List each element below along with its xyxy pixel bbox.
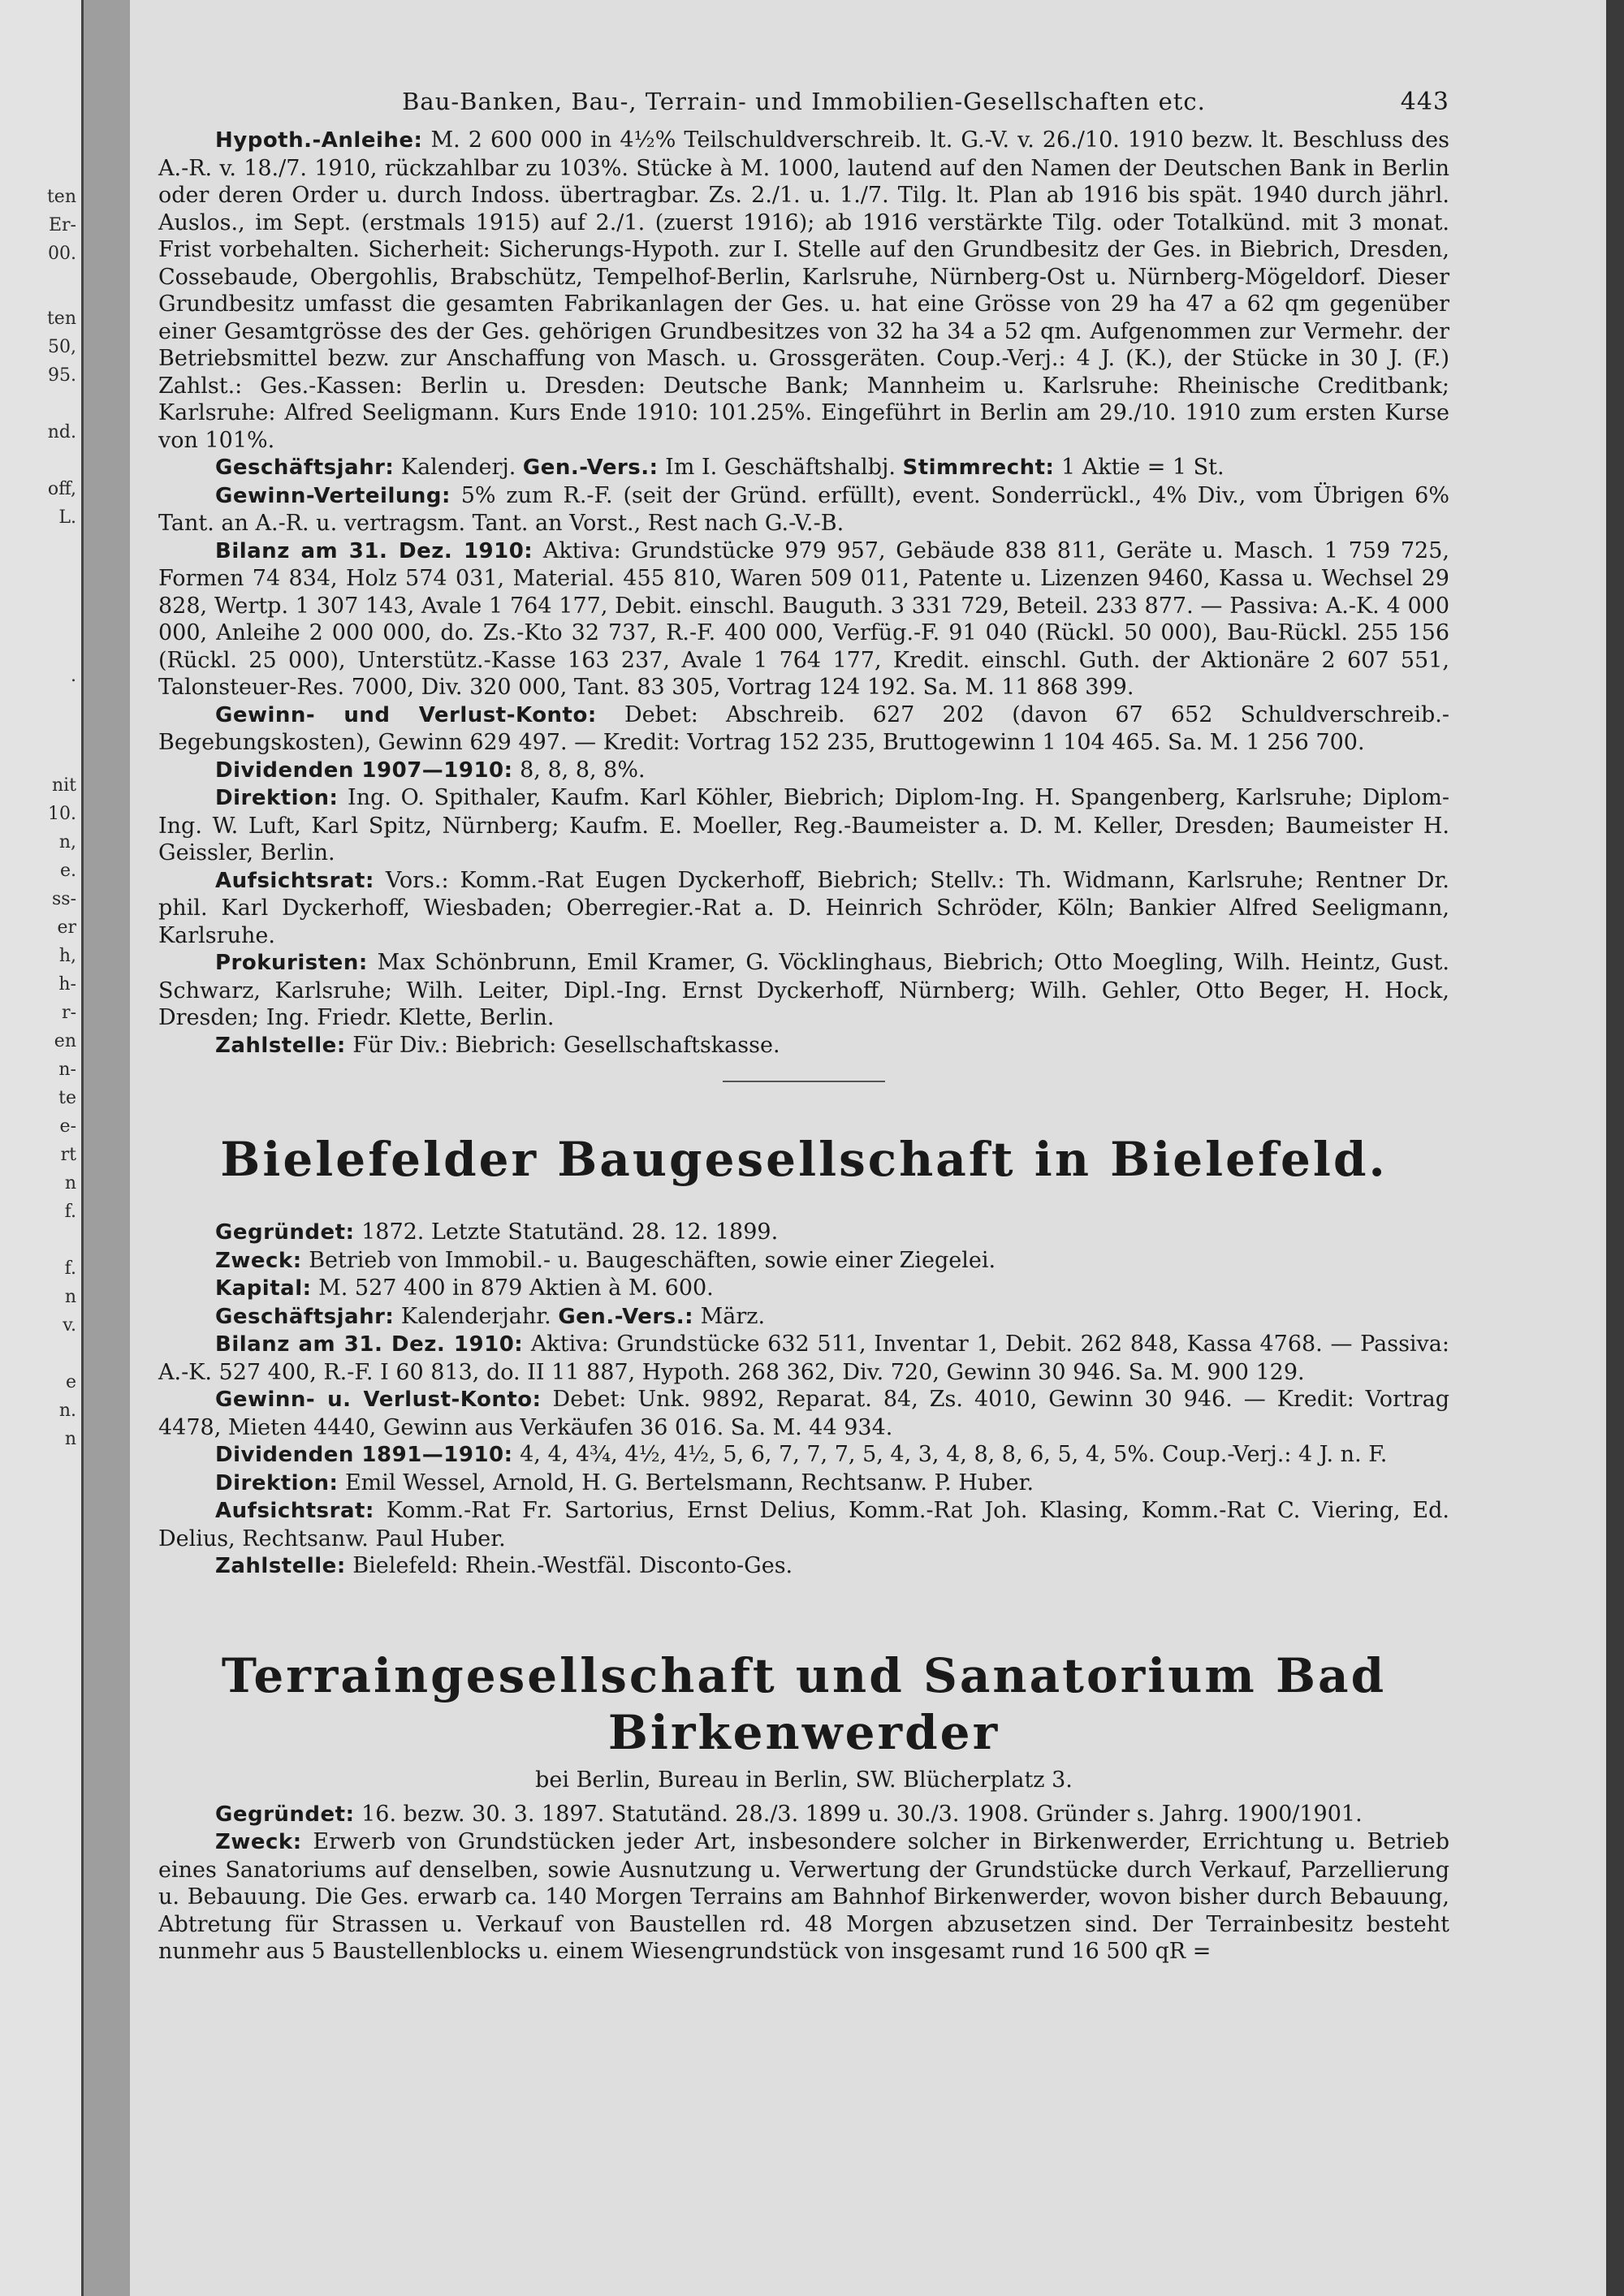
entry-paragraph [158,1441,1449,1470]
entry-label: Bilanz am 31. Dez. 1910: [215,538,533,563]
entry-text: Betrieb von Immobil.- u. Baugeschäften, sowie einer Ziegelei. [301,1247,996,1273]
entry-text: Erwerb von Grundstücken jeder Art, insbesondere solcher in Birkenwerder, Errichtung u. Betrieb eines Sanatoriums auf denselben, sowie Ausnutzung u. Verwertung der Grundstücke durch Verkauf, Parzellierung u. Bebauung. Die Ges. erwarb ca. 140 Morgen Terrains am Bahnhof Birkenwerder, wovon bisher durch Bebauung, Abtretung für Strassen u. Verkauf von Baustellen rd. 48 Morgen abzusetzen sind. Der Terrainbesitz besteht nunmehr aus 5 Baustellenblocks u. einem Wiesengrundstück von insgesamt rund 16 500 qR = [158,1829,1449,1964]
left-page-fragment: te [58,1088,76,1108]
entry-text: Aktiva: Grundstücke 979 957, Gebäude 838 811, Geräte u. Masch. 1 759 725, Formen 74 834, Holz 574 031, Material. 455 810, Waren 509 011, Patente u. Lizenzen 9460, Kassa u. Wechsel 29 828, Wertp. 1 307 143, Avale 1 764 177, Debit. einschl. Bauguth. 3 331 729, Beteil. 233 877. — Passiva: A.-K. 4 000 000, Anleihe 2 000 000, do. Zs.-Kto 32 737, R.-F. 400 000, Verfüg.-F. 91 040 (Rückl. 50 000), Bau-Rückl. 255 156 (Rückl. 25 000), Unterstütz.-Kasse 163 237, Avale 1 764 177, Kredit. einschl. Guth. der Aktionäre 2 607 551, Talonsteuer-Res. 7000, Div. 320 000, Tant. 83 305, Vortrag 124 192. Sa. M. 11 868 399. [158,537,1449,700]
entry-paragraph [158,867,1449,950]
left-page-fragment: off, [47,479,76,499]
entry-label: Geschäftsjahr: [215,1304,395,1329]
left-page-fragment: ten [46,309,76,329]
section-continued-entry [158,127,1449,1060]
entry-text: 1 Aktie = 1 St. [1054,455,1224,480]
entry-label: Zweck: [215,1248,302,1273]
page-number: 443 [1400,88,1449,116]
entry-text: 16. bezw. 30. 3. 1897. Statutänd. 28./3. 1899 u. 30./3. 1908. Gründer s. Jahrg. 1900/1901. [354,1801,1363,1827]
entry-text: Aktiva: Grundstücke 632 511, Inventar 1, Debit. 262 848, Kassa 4768. — Passiva: A.-K. 527 400, R.-F. I 60 813, do. II 11 887, Hypoth. 268 362, Div. 720, Gewinn 30 946. Sa. M. 900 129. [158,1331,1450,1385]
left-page-fragment: n [64,1287,76,1307]
entry-paragraph [158,537,1449,701]
left-page-fragment: e [65,1372,76,1392]
entry-text: Ing. O. Spithaler, Kaufm. Karl Köhler, Biebrich; Diplom-Ing. H. Spangenberg, Karlsruhe; Diplom-Ing. W. Luft, Karl Spitz, Nürnberg; Kaufm. E. Moeller, Reg.-Baumeister a. D. M. Keller, Dresden; Baumeister H. Geissler, Berlin. [158,785,1449,865]
entry-text: Komm.-Rat Fr. Sartorius, Ernst Delius, Komm.-Rat Joh. Klasing, Komm.-Rat C. Viering, Ed. Delius, Rechtsanw. Paul Huber. [158,1498,1449,1552]
entry-text: Bielefeld: Rhein.-Westfäl. Disconto-Ges. [345,1553,793,1578]
left-page-fragment: f. [64,1258,76,1279]
entry-label: Gegründet: [215,1220,355,1245]
entry-label: Gegründet: [215,1802,355,1827]
entry-paragraph [158,1470,1449,1498]
entry-text: März. [693,1303,766,1329]
entry-paragraph [158,1386,1449,1441]
entry-text: Kalenderj. [394,455,523,480]
entry-label: Gewinn- u. Verlust-Konto: [215,1388,542,1412]
entry-label: Prokuristen: [215,951,368,975]
entry-label: Zahlstelle: [215,1033,346,1058]
entry-paragraph [158,1303,1449,1331]
left-page-fragment: h, [58,946,76,966]
entry-label: Kapital: [215,1276,312,1301]
entry-text: 5% zum R.-F. (seit der Gründ. erfüllt), event. Sonderrückl., 4% Div., vom Übrigen 6% Tant. an A.-R. u. vertragsm. Tant. an Vorst., Rest nach G.-V.-B. [158,482,1449,536]
section-birkenwerder [158,1801,1449,1966]
right-page-edge [1606,0,1624,2296]
entry-paragraph [158,784,1449,867]
left-page-fragment: 50, [48,337,76,357]
left-page-fragment: rt [60,1145,76,1165]
entry-label: Gen.-Vers.: [522,455,659,480]
entry-label: Zweck: [215,1830,302,1854]
running-head [158,81,1449,122]
entry-paragraph [158,701,1449,757]
entry-paragraph [158,1331,1449,1386]
left-page-fragment: . [71,666,76,686]
left-page-fragment: 95. [48,365,76,386]
entry-label: Bilanz am 31. Dez. 1910: [215,1332,524,1357]
entry-label: Gewinn-Verteilung: [215,483,451,508]
left-page-fragment: en [54,1031,76,1051]
left-page-fragment: 00. [48,244,76,264]
left-page-fragment: n [64,1173,76,1193]
company-subtitle: bei Berlin, Bureau in Berlin, SW. Blücherplatz 3. [535,1767,1073,1793]
entry-label: Dividenden 1907—1910: [215,757,513,783]
entry-paragraph [158,1247,1449,1275]
entry-paragraph [158,1552,1449,1581]
entry-label: Geschäftsjahr: [215,455,395,480]
entry-label: Aufsichtsrat: [215,1499,374,1523]
left-page-fragment: er [57,917,76,938]
left-page-fragment: r- [62,1003,76,1023]
left-page-fragment: n, [58,832,76,852]
left-page-fragment: f. [64,1202,76,1222]
left-page-edge [0,0,84,2296]
entry-text: Kalenderjahr. [394,1303,559,1329]
left-page-fragment: ten [46,187,76,207]
entry-text: Debet: Abschreib. 627 202 (davon 67 652 Schuldverschreib.-Begebungskosten), Gewinn 629 497. — Kredit: Vortrag 152 235, Bruttogewinn 1 104 465. Sa. M. 1 256 700. [158,701,1449,755]
company-title: Bielefelder Baugesellschaft in Bielefeld. [220,1132,1388,1187]
entry-label: Direktion: [215,1470,339,1495]
entry-text: 1872. Letzte Statutänd. 28. 12. 1899. [354,1219,779,1245]
entry-text: Vors.: Komm.-Rat Eugen Dyckerhoff, Biebrich; Stellv.: Th. Widmann, Karlsruhe; Rentner Dr. phil. Karl Dyckerhoff, Wiesbaden; Oberregier.-Rat a. D. Heinrich Schröder, Köln; Bankier Alfred Seeligmann, Karlsruhe. [158,867,1449,948]
entry-paragraph [158,454,1449,482]
left-page-fragment: n. [58,1400,76,1421]
entry-paragraph [158,1275,1449,1303]
section-bielefelder [158,1219,1449,1581]
entry-label: Hypoth.-Anleihe: [215,128,423,153]
entry-text: Emil Wessel, Arnold, H. G. Bertelsmann, Rechtsanw. P. Huber. [338,1470,1034,1495]
entry-text: Für Div.: Biebrich: Gesellschaftskasse. [345,1032,780,1058]
entry-text: Max Schönbrunn, Emil Kramer, G. Vöcklinghaus, Biebrich; Otto Moegling, Wilh. Heintz, Gust. Schwarz, Karlsruhe; Wilh. Leiter, Dipl.-Ing. Ernst Dyckerhoff, Nürnberg; Wilh. Gehler, Otto Beger, H. Hock, Dresden; Ing. Friedr. Klette, Berlin. [158,950,1449,1030]
entry-text: M. 527 400 in 879 Aktien à M. 600. [311,1275,714,1301]
book-gutter [84,0,132,2296]
section-divider [723,1081,885,1082]
left-page-fragment: n- [58,1060,76,1080]
left-page-fragment: n [64,1429,76,1449]
left-page-fragment: 10. [48,804,76,824]
left-page-fragment: e- [59,1116,76,1137]
left-page-fragment: Er- [48,215,76,235]
left-page-fragment: h- [58,974,76,995]
left-page-fragment: L. [58,507,76,528]
entry-paragraph [158,1801,1449,1829]
entry-label: Aufsichtsrat: [215,868,374,893]
entry-paragraph [158,127,1449,454]
company-title: Terraingesellschaft und Sanatorium Bad Birkenwerder [221,1647,1387,1760]
left-page-fragment: e. [59,861,76,881]
left-page-fragment: nit [51,775,76,796]
entry-label: Direktion: [215,786,339,810]
left-page-fragment: v. [63,1315,76,1336]
entry-paragraph [158,1219,1449,1247]
entry-text: Im I. Geschäftshalbj. [658,455,903,480]
entry-paragraph [158,949,1449,1032]
left-page-fragment: ss- [51,889,76,909]
entry-paragraph [158,757,1449,785]
entry-label: Gewinn- und Verlust-Konto: [215,702,597,727]
entry-text: 8, 8, 8, 8%. [512,757,646,783]
entry-paragraph [158,1828,1449,1966]
entry-text: M. 2 600 000 in 4½% Teilschuldverschreib. lt. G.-V. v. 26./10. 1910 bezw. lt. Beschluss des A.-R. v. 18./7. 1910, rückzahlbar zu 103%. Stücke à M. 1000, lautend auf den Namen der Deutschen Bank in Berlin oder deren Order u. durch Indoss. übertragbar. Zs. 2./1. u. 1./7. Tilg. lt. Plan ab 1916 bis spät. 1940 durch jährl. Auslos., im Sept. (erstmals 1915) auf 2./1. (zuerst 1916); ab 1916 verstärkte Tilg. oder Totalkünd. mit 3 monat. Frist vorbehalten. Sicherheit: Sicherungs-Hypoth. zur I. Stelle auf den Grundbesitz der Ges. in Biebrich, Dresden, Cossebaude, Obergohlis, Brabschütz, Tempelhof-Berlin, Karlsruhe, Nürnberg-Ost u. Nürnberg-Mögeldorf. Dieser Grundbesitz umfasst die gesamten Fabrikanlagen der Ges. u. hat eine Grösse von 29 ha 47 a 62 qm gegenüber einer Gesamtgrösse des der Ges. gehörigen Grundbesitzes von 32 ha 34 a 52 qm. Aufgenommen zur Vermehr. der Betriebsmittel bezw. zur Anschaffung von Masch. u. Grossgeräten. Coup.-Verj.: 4 J. (K.), der Stücke in 30 J. (F.) Zahlst.: Ges.-Kassen: Berlin u. Dresden: Deutsche Bank; Mannheim u. Karlsruhe: Rheinische Creditbank; Karlsruhe: Alfred Seeligmann. Kurs Ende 1910: 101.25%. Eingeführt in Berlin am 29./10. 1910 zum ersten Kurse von 101%. [158,127,1449,453]
entry-label: Gen.-Vers.: [558,1304,693,1329]
entry-label: Dividenden 1891—1910: [215,1443,513,1467]
entry-paragraph [158,1032,1449,1060]
running-title: Bau-Banken, Bau-, Terrain- und Immobilien-Gesellschaften etc. [402,88,1206,115]
entry-paragraph [158,482,1449,537]
page-content [158,81,1449,1966]
entry-text: 4, 4, 4¾, 4½, 4½, 5, 6, 7, 7, 7, 5, 4, 3, 4, 8, 8, 6, 5, 4, 5%. Coup.-Verj.: 4 J. n. F. [512,1442,1388,1467]
entry-label: Stimmrecht: [902,455,1055,480]
entry-paragraph [158,1497,1449,1552]
entry-text: Debet: Unk. 9892, Reparat. 84, Zs. 4010, Gewinn 30 946. — Kredit: Vortrag 4478, Mieten 4440, Gewinn aus Verkäufen 36 016. Sa. M. 44 934. [158,1387,1450,1440]
entry-label: Zahlstelle: [215,1554,346,1578]
left-page-fragment: nd. [47,422,76,442]
